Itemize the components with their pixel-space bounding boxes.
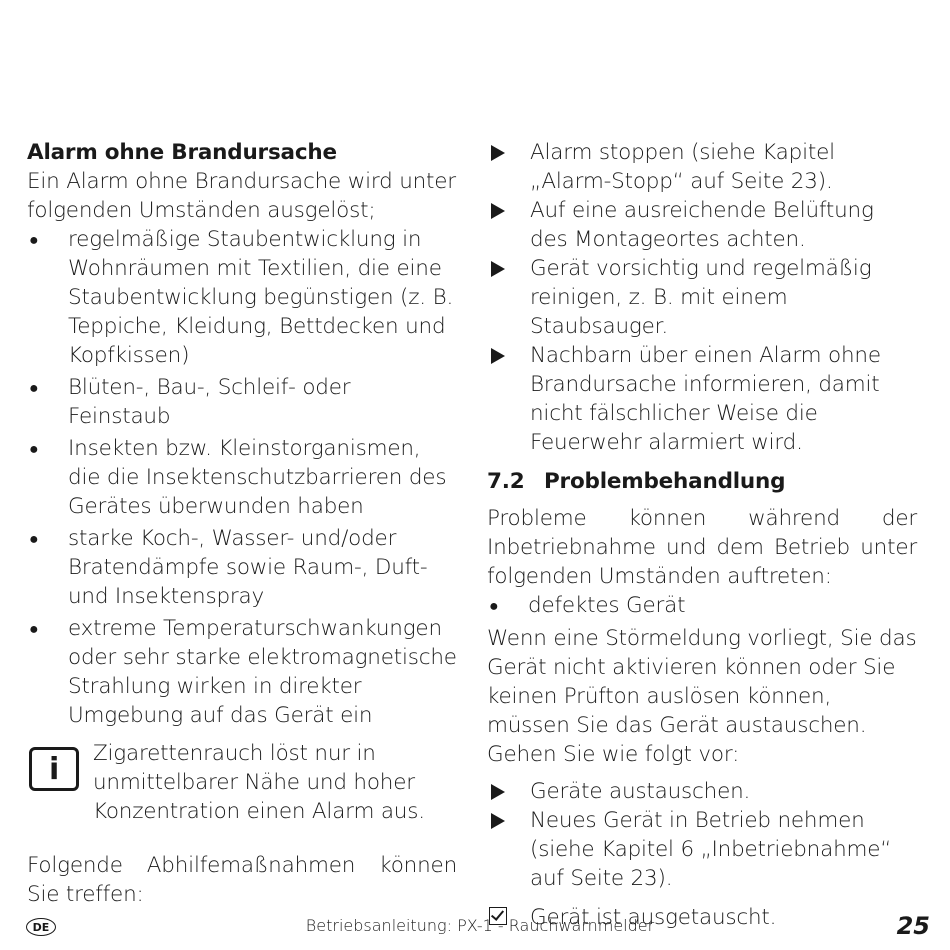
arrow-right-icon [491, 261, 505, 277]
list-item: Gerät vorsichtig und regelmäßig reinigen, z. B. mit einem Staubsauger. [487, 254, 917, 341]
arrow-right-icon [491, 813, 505, 829]
bullet-icon: ● [29, 378, 39, 397]
result-text: Gerät ist ausgetauscht. [530, 905, 777, 930]
measures-list [487, 138, 917, 457]
fault-text: Wenn eine Störmeldung vorliegt, Sie das Gerät nicht aktivieren können oder Sie keinen Prüfton auslösen können, müssen Sie das Gerät austauschen. [487, 626, 917, 738]
section-title: Problembehandlung [544, 469, 786, 494]
arrow-right-icon [491, 348, 505, 364]
bullet-icon: ● [29, 619, 39, 638]
list-item: ● defektes Gerät [489, 593, 686, 618]
list-item: ● extreme Temperaturschwankungen oder sehr starke elektromagnetische Strahlung wirken in direkter Umgebung auf das Gerät ein [29, 616, 457, 728]
info-note [27, 739, 457, 826]
language-badge: DE [26, 918, 56, 936]
false-alarm-intro: Ein Alarm ohne Brandursache wird unter folgenden Umständen ausgelöst; [27, 169, 456, 223]
section-heading-troubleshooting [487, 467, 917, 496]
arrow-right-icon [491, 145, 505, 161]
list-item: ● starke Koch-, Wasser- und/oder Bratendämpfe sowie Raum-, Duft- und Insektenspray [29, 526, 428, 609]
section-number: 7.2 [487, 469, 525, 494]
info-note-text: Zigarettenrauch löst nur in unmittelbarer Nähe und hoher Konzentration einen Alarm aus. [93, 741, 425, 824]
list-item: Neues Gerät in Betrieb nehmen (siehe Kapitel 6 „Inbetriebnahme“ auf Seite 23). [487, 806, 917, 893]
right-column [487, 138, 917, 932]
arrow-right-icon [491, 203, 505, 219]
list-item: ● Blüten-, Bau-, Schleif- oder Feinstaub [29, 375, 351, 429]
list-item: ● regelmäßige Staubentwicklung in Wohnräumen mit Textilien, die eine Staubentwicklung begünstigen (z. B. Teppiche, Kleidung, Bettdecken und Kopfkissen) [29, 227, 454, 368]
arrow-right-icon [491, 784, 505, 800]
bullet-icon: ● [29, 529, 39, 548]
procedure-list [487, 777, 917, 893]
bullet-icon: ● [29, 230, 39, 249]
troubleshooting-intro: Probleme können während der Inbetriebnahme und dem Betrieb unter folgenden Umständen auftreten: [487, 506, 917, 589]
list-item: Nachbarn über einen Alarm ohne Brandursache informieren, damit nicht fälschlicher Weise die Feuerwehr alarmiert wird. [487, 341, 917, 457]
problem-list [487, 591, 917, 620]
info-icon: i [29, 747, 79, 791]
list-item: Geräte austauschen. [487, 777, 917, 806]
procedure-intro: Gehen Sie wie folgt vor: [487, 742, 740, 767]
list-item: Auf eine ausreichende Belüftung des Montageortes achten. [487, 196, 917, 254]
page-number: 25 [896, 912, 930, 940]
bullet-icon: ● [489, 596, 499, 615]
left-column [27, 138, 457, 909]
list-item: Alarm stoppen (siehe Kapitel „Alarm-Stopp“ auf Seite 23). [487, 138, 917, 196]
list-item: ● Insekten bzw. Kleinstorganismen, die die Insektenschutzbarrieren des Gerätes überwunden haben [29, 436, 447, 519]
footer-title: Betriebsanleitung: PX-1 - Rauchwarnmelder [305, 916, 655, 935]
cause-list [27, 225, 457, 730]
measures-intro: Folgende Abhilfemaßnahmen können Sie treffen: [27, 853, 457, 907]
section-heading-false-alarm: Alarm ohne Brandursache [27, 140, 337, 165]
page-footer [0, 912, 950, 942]
bullet-icon: ● [29, 439, 39, 458]
